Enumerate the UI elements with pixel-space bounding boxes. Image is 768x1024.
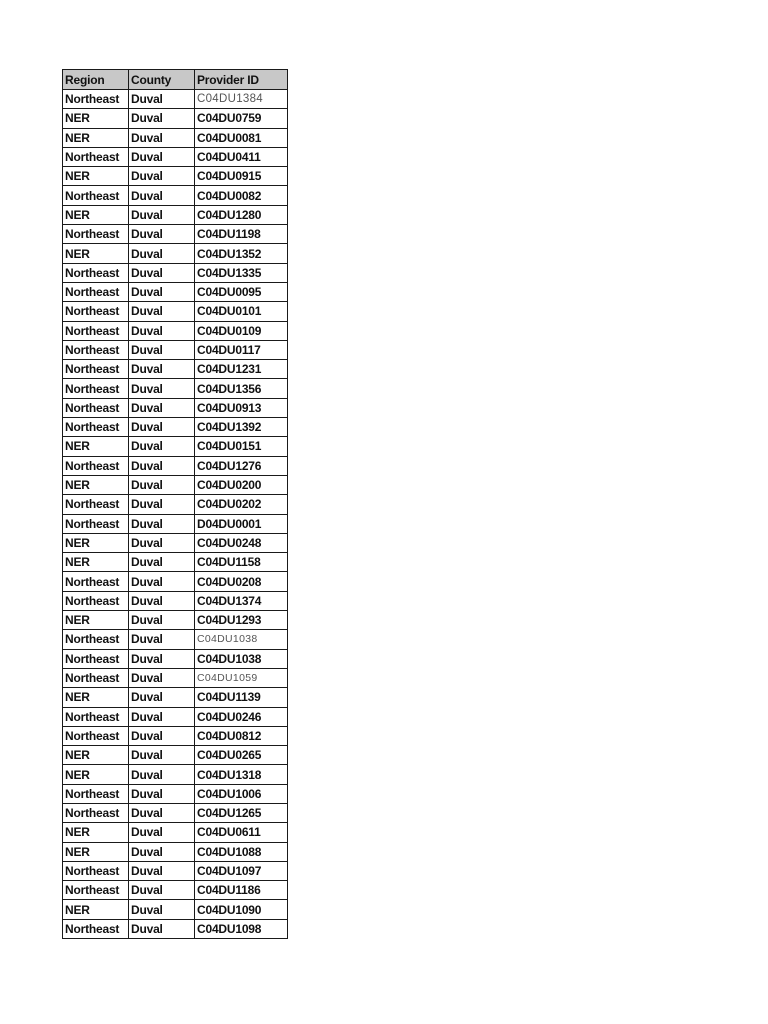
cell-region: Northeast bbox=[63, 881, 129, 900]
cell-region: NER bbox=[63, 244, 129, 263]
table-row bbox=[63, 418, 288, 437]
cell-region: NER bbox=[63, 823, 129, 842]
cell-region: NER bbox=[63, 611, 129, 630]
cell-region: Northeast bbox=[63, 919, 129, 938]
table-row bbox=[63, 109, 288, 128]
table-row bbox=[63, 379, 288, 398]
table-row bbox=[63, 321, 288, 340]
provider-table bbox=[62, 69, 288, 939]
cell-county: Duval bbox=[129, 553, 195, 572]
cell-region: Northeast bbox=[63, 726, 129, 745]
cell-county: Duval bbox=[129, 842, 195, 861]
cell-provider-id: C04DU0200 bbox=[195, 475, 288, 494]
table-body bbox=[63, 90, 288, 939]
cell-county: Duval bbox=[129, 186, 195, 205]
table-row bbox=[63, 475, 288, 494]
cell-region: Northeast bbox=[63, 90, 129, 109]
table-row bbox=[63, 688, 288, 707]
cell-provider-id: C04DU0208 bbox=[195, 572, 288, 591]
cell-county: Duval bbox=[129, 668, 195, 687]
cell-county: Duval bbox=[129, 360, 195, 379]
table-row bbox=[63, 147, 288, 166]
table-row bbox=[63, 263, 288, 282]
cell-county: Duval bbox=[129, 881, 195, 900]
cell-provider-id: C04DU0246 bbox=[195, 707, 288, 726]
table-row bbox=[63, 746, 288, 765]
cell-region: NER bbox=[63, 128, 129, 147]
cell-provider-id: C04DU0915 bbox=[195, 167, 288, 186]
cell-region: NER bbox=[63, 842, 129, 861]
header-row bbox=[63, 70, 288, 90]
cell-county: Duval bbox=[129, 765, 195, 784]
cell-region: NER bbox=[63, 900, 129, 919]
cell-county: Duval bbox=[129, 379, 195, 398]
cell-provider-id: C04DU0265 bbox=[195, 746, 288, 765]
cell-county: Duval bbox=[129, 167, 195, 186]
table-row bbox=[63, 90, 288, 109]
cell-region: Northeast bbox=[63, 225, 129, 244]
cell-county: Duval bbox=[129, 649, 195, 668]
cell-county: Duval bbox=[129, 109, 195, 128]
cell-county: Duval bbox=[129, 591, 195, 610]
header-county: County bbox=[129, 70, 195, 90]
table-row bbox=[63, 244, 288, 263]
cell-region: Northeast bbox=[63, 340, 129, 359]
cell-provider-id: C04DU1186 bbox=[195, 881, 288, 900]
cell-county: Duval bbox=[129, 475, 195, 494]
cell-region: Northeast bbox=[63, 572, 129, 591]
cell-provider-id: D04DU0001 bbox=[195, 514, 288, 533]
cell-provider-id: C04DU0202 bbox=[195, 495, 288, 514]
cell-county: Duval bbox=[129, 418, 195, 437]
cell-provider-id: C04DU0081 bbox=[195, 128, 288, 147]
table-row bbox=[63, 225, 288, 244]
cell-provider-id: C04DU0082 bbox=[195, 186, 288, 205]
cell-region: Northeast bbox=[63, 495, 129, 514]
cell-provider-id: C04DU1158 bbox=[195, 553, 288, 572]
table-row bbox=[63, 282, 288, 301]
cell-county: Duval bbox=[129, 861, 195, 880]
cell-region: NER bbox=[63, 437, 129, 456]
cell-region: NER bbox=[63, 205, 129, 224]
cell-county: Duval bbox=[129, 572, 195, 591]
table-row bbox=[63, 186, 288, 205]
cell-county: Duval bbox=[129, 823, 195, 842]
cell-region: NER bbox=[63, 746, 129, 765]
header-region: Region bbox=[63, 70, 129, 90]
cell-provider-id: C04DU1231 bbox=[195, 360, 288, 379]
cell-region: NER bbox=[63, 533, 129, 552]
table-row bbox=[63, 668, 288, 687]
cell-provider-id: C04DU1139 bbox=[195, 688, 288, 707]
cell-provider-id: C04DU0101 bbox=[195, 302, 288, 321]
table-row bbox=[63, 591, 288, 610]
cell-provider-id: C04DU1098 bbox=[195, 919, 288, 938]
table-row bbox=[63, 360, 288, 379]
cell-provider-id: C04DU0095 bbox=[195, 282, 288, 301]
cell-county: Duval bbox=[129, 726, 195, 745]
cell-region: Northeast bbox=[63, 514, 129, 533]
cell-region: Northeast bbox=[63, 282, 129, 301]
cell-provider-id: C04DU1392 bbox=[195, 418, 288, 437]
cell-county: Duval bbox=[129, 282, 195, 301]
cell-county: Duval bbox=[129, 205, 195, 224]
cell-provider-id: C04DU1090 bbox=[195, 900, 288, 919]
cell-county: Duval bbox=[129, 302, 195, 321]
cell-region: Northeast bbox=[63, 707, 129, 726]
cell-provider-id: C04DU1374 bbox=[195, 591, 288, 610]
table-row bbox=[63, 765, 288, 784]
cell-region: NER bbox=[63, 688, 129, 707]
table-row bbox=[63, 437, 288, 456]
table-row bbox=[63, 726, 288, 745]
cell-provider-id: C04DU1335 bbox=[195, 263, 288, 282]
cell-region: NER bbox=[63, 109, 129, 128]
cell-provider-id: C04DU1097 bbox=[195, 861, 288, 880]
cell-provider-id: C04DU1276 bbox=[195, 456, 288, 475]
table-row bbox=[63, 881, 288, 900]
cell-region: NER bbox=[63, 553, 129, 572]
cell-region: Northeast bbox=[63, 668, 129, 687]
cell-county: Duval bbox=[129, 514, 195, 533]
cell-county: Duval bbox=[129, 225, 195, 244]
table-row bbox=[63, 861, 288, 880]
table-row bbox=[63, 533, 288, 552]
cell-region: Northeast bbox=[63, 147, 129, 166]
cell-provider-id: C04DU0913 bbox=[195, 398, 288, 417]
cell-provider-id: C04DU0117 bbox=[195, 340, 288, 359]
cell-county: Duval bbox=[129, 784, 195, 803]
cell-region: Northeast bbox=[63, 398, 129, 417]
cell-county: Duval bbox=[129, 803, 195, 822]
cell-provider-id: C04DU0151 bbox=[195, 437, 288, 456]
cell-provider-id: C04DU0411 bbox=[195, 147, 288, 166]
cell-county: Duval bbox=[129, 611, 195, 630]
cell-provider-id: C04DU0812 bbox=[195, 726, 288, 745]
cell-county: Duval bbox=[129, 128, 195, 147]
table-row bbox=[63, 649, 288, 668]
table-row bbox=[63, 900, 288, 919]
table-row bbox=[63, 919, 288, 938]
cell-region: Northeast bbox=[63, 321, 129, 340]
cell-region: Northeast bbox=[63, 784, 129, 803]
cell-region: Northeast bbox=[63, 861, 129, 880]
cell-region: NER bbox=[63, 475, 129, 494]
table-row bbox=[63, 553, 288, 572]
table-row bbox=[63, 495, 288, 514]
table-row bbox=[63, 803, 288, 822]
cell-provider-id: C04DU1318 bbox=[195, 765, 288, 784]
cell-region: Northeast bbox=[63, 456, 129, 475]
cell-county: Duval bbox=[129, 437, 195, 456]
cell-county: Duval bbox=[129, 630, 195, 649]
table-row bbox=[63, 842, 288, 861]
cell-county: Duval bbox=[129, 147, 195, 166]
cell-region: Northeast bbox=[63, 418, 129, 437]
table-row bbox=[63, 456, 288, 475]
cell-county: Duval bbox=[129, 456, 195, 475]
cell-provider-id: C04DU0248 bbox=[195, 533, 288, 552]
cell-county: Duval bbox=[129, 919, 195, 938]
cell-provider-id: C04DU1006 bbox=[195, 784, 288, 803]
cell-provider-id: C04DU0611 bbox=[195, 823, 288, 842]
table-row bbox=[63, 514, 288, 533]
cell-provider-id: C04DU1384 bbox=[195, 90, 288, 109]
cell-county: Duval bbox=[129, 340, 195, 359]
cell-provider-id: C04DU1280 bbox=[195, 205, 288, 224]
cell-provider-id: C04DU1352 bbox=[195, 244, 288, 263]
table-row bbox=[63, 572, 288, 591]
cell-region: Northeast bbox=[63, 263, 129, 282]
cell-region: Northeast bbox=[63, 379, 129, 398]
cell-region: Northeast bbox=[63, 186, 129, 205]
cell-county: Duval bbox=[129, 321, 195, 340]
table-row bbox=[63, 630, 288, 649]
cell-county: Duval bbox=[129, 398, 195, 417]
table-row bbox=[63, 707, 288, 726]
cell-provider-id: C04DU1356 bbox=[195, 379, 288, 398]
cell-region: Northeast bbox=[63, 591, 129, 610]
cell-region: Northeast bbox=[63, 803, 129, 822]
cell-region: Northeast bbox=[63, 649, 129, 668]
cell-region: NER bbox=[63, 167, 129, 186]
cell-provider-id: C04DU0759 bbox=[195, 109, 288, 128]
table-row bbox=[63, 205, 288, 224]
cell-provider-id: C04DU1293 bbox=[195, 611, 288, 630]
cell-county: Duval bbox=[129, 688, 195, 707]
cell-county: Duval bbox=[129, 533, 195, 552]
table-row bbox=[63, 611, 288, 630]
cell-region: Northeast bbox=[63, 360, 129, 379]
cell-provider-id: C04DU1038 bbox=[195, 630, 288, 649]
cell-county: Duval bbox=[129, 707, 195, 726]
table-row bbox=[63, 167, 288, 186]
table-row bbox=[63, 302, 288, 321]
table-header bbox=[63, 70, 288, 90]
cell-provider-id: C04DU1198 bbox=[195, 225, 288, 244]
cell-region: Northeast bbox=[63, 302, 129, 321]
cell-county: Duval bbox=[129, 90, 195, 109]
cell-region: Northeast bbox=[63, 630, 129, 649]
cell-provider-id: C04DU1038 bbox=[195, 649, 288, 668]
cell-county: Duval bbox=[129, 263, 195, 282]
table-row bbox=[63, 128, 288, 147]
table-row bbox=[63, 784, 288, 803]
table-row bbox=[63, 340, 288, 359]
cell-county: Duval bbox=[129, 746, 195, 765]
cell-county: Duval bbox=[129, 244, 195, 263]
cell-provider-id: C04DU1088 bbox=[195, 842, 288, 861]
cell-county: Duval bbox=[129, 495, 195, 514]
cell-region: NER bbox=[63, 765, 129, 784]
cell-county: Duval bbox=[129, 900, 195, 919]
header-provider-id: Provider ID bbox=[195, 70, 288, 90]
cell-provider-id: C04DU1265 bbox=[195, 803, 288, 822]
table-row bbox=[63, 398, 288, 417]
cell-provider-id: C04DU1059 bbox=[195, 668, 288, 687]
table-row bbox=[63, 823, 288, 842]
cell-provider-id: C04DU0109 bbox=[195, 321, 288, 340]
